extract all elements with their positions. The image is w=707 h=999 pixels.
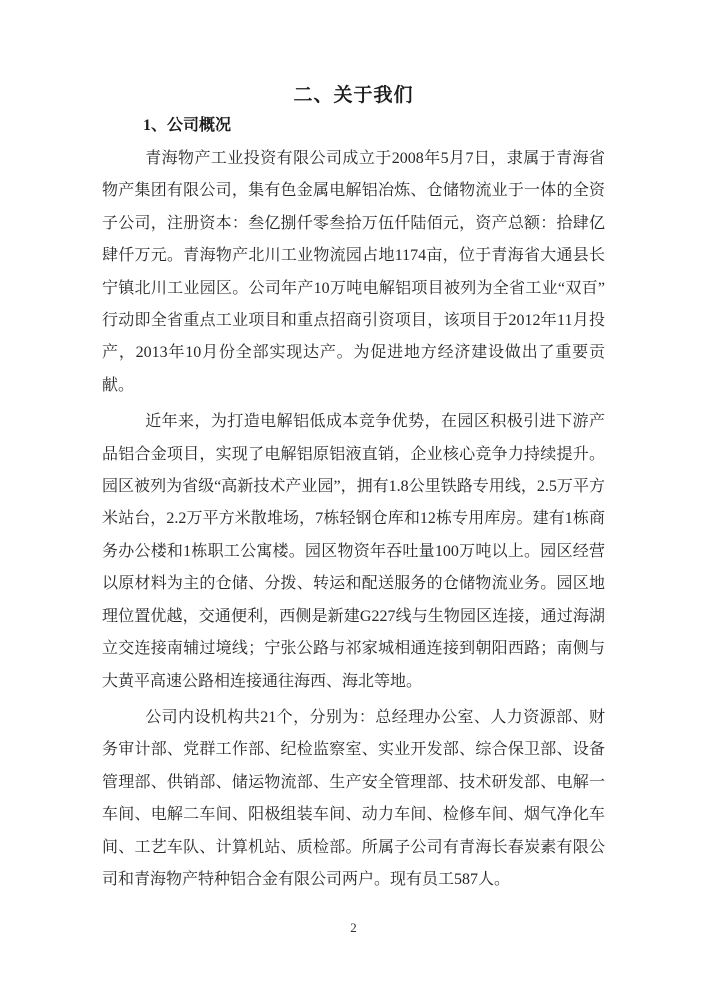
paragraph-company-overview: 青海物产工业投资有限公司成立于2008年5月7日，隶属于青海省物产集团有限公司，集有色金属电解铝冶炼、仓储物流业于一体的全资子公司，注册资本：叁亿捌仟零叁拾万伍仟陆佰元，资产总额：拾肆亿肆仟万元。青海物产北川工业物流园占地1174亩，位于青海省大通县长宁镇北川工业园区。公司年产10万吨电解铝项目被列为全省工业“双百”行动即全省重点工业项目和重点招商引资项目，该项目于2012年11月投产，2013年10月份全部实现达产。为促进地方经济建设做出了重要贡献。 — [102, 150, 605, 394]
page-title: 二、关于我们 — [293, 85, 414, 106]
paragraph-industrial-park: 近年来，为打造电解铝低成本竞争优势，在园区积极引进下游产品铝合金项目，实现了电解铝原铝液直销，企业核心竞争力持续提升。园区被列为省级“高新技术产业园”，拥有1.8公里铁路专用线，2.5万平方米站台，2.2万平方米散堆场，7栋轻钢仓库和12栋专用库房。建有1栋商务办公楼和1栋职工公寓楼。园区物资年吞吐量100万吨以上。园区经营以原材料为主的仓储、分拨、转运和配送服务的仓储物流业务。园区地理位置优越，交通便利，西侧是新建G227线与生物园区连接，通过海湖立交连接南辅过境线；宁张公路与祁家城相通连接到朝阳西路；南侧与大黄平高速公路相连接通往海西、海北等地。 — [102, 413, 605, 690]
page-number: 2 — [350, 920, 357, 935]
paragraph-org-structure: 公司内设机构共21个，分别为：总经理办公室、人力资源部、财务审计部、党群工作部、纪检监察室、实业开发部、综合保卫部、设备管理部、供销部、储运物流部、生产安全管理部、技术研发部、电解一车间、电解二车间、阳极组装车间、动力车间、检修车间、烟气净化车间、工艺车队、计算机站、质检部。所属子公司有青海长春炭素有限公司和青海物产特种铝合金有限公司两户。现有员工587人。 — [102, 708, 605, 888]
section-heading: 1、公司概况 — [143, 117, 232, 134]
